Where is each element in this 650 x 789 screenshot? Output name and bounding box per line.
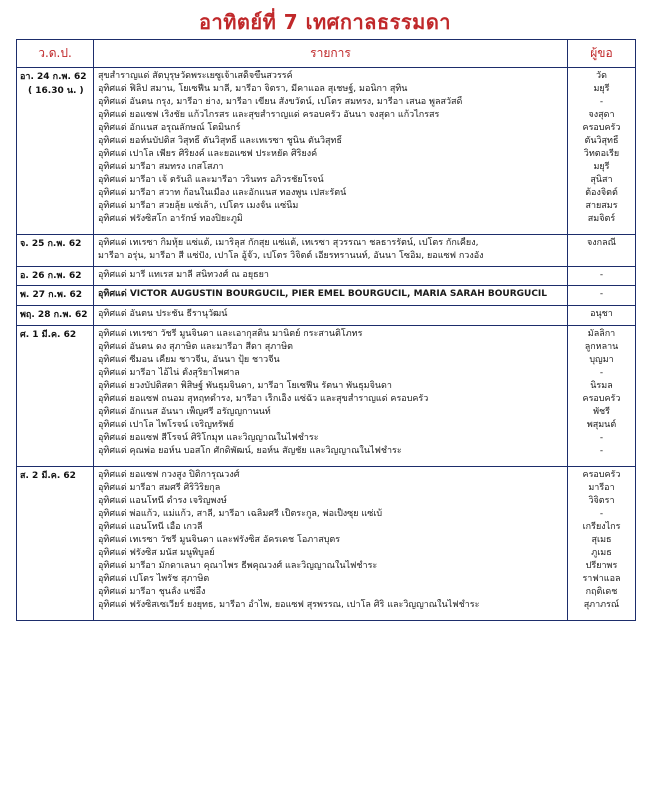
requester-cell xyxy=(568,286,636,306)
item-line: อุทิศแด่ มารีอา สวาท ก้อนในเมือง และอักแนส ทองพูน เปสะรัตน์ xyxy=(98,188,347,198)
item-line: อุทิศแด่ มารีอา สมศรี ศิริวิริยกุล xyxy=(98,483,221,493)
requester-line: สายสมร xyxy=(585,201,618,211)
requester-line: ราฟาแอล xyxy=(582,574,621,584)
item-line: อุทิศแด่ ยอแซฟ เริงชัย แก้วไกรสร และสุขสำราญแด่ ครอบครัว อันนา จงสุดา แก้วไกรสร xyxy=(98,110,440,120)
date-label: อ. 26 ก.พ. 62 xyxy=(20,271,82,281)
requester-cell xyxy=(568,68,636,235)
requester-line: วัด xyxy=(596,71,607,81)
date-cell xyxy=(17,286,94,306)
item-line: อุทิศแด่ เทเรซา วัชรี มูนจินดา และฟรังซิส อัครเดช โอภาสบุตร xyxy=(98,535,341,545)
schedule-body xyxy=(17,68,636,621)
header-requester: ผู้ขอ xyxy=(568,40,636,68)
requester-cell xyxy=(568,235,636,267)
requester-line: กฤติเดช xyxy=(585,587,618,597)
requester-line: ครอบครัว xyxy=(582,394,621,404)
requester-line: เกรียงไกร xyxy=(582,522,621,532)
requester-line: มยุรี xyxy=(593,84,610,94)
item-line: อุทิศแด่ มารีอา เจ้ ตรันถิ และมารีอา วรินทร อภิวรชัยโรจน์ xyxy=(98,175,324,185)
items-cell xyxy=(94,68,568,235)
item-line: อุทิศแด่ อักแนส อันนา เพ็ญศรี อรัญญกานนท์ xyxy=(98,407,271,417)
header-items: รายการ xyxy=(94,40,568,68)
requester-line: ลูกหลาน xyxy=(584,342,619,352)
requester-line: สุเมธ xyxy=(591,535,612,545)
item-line: สุขสำราญแด่ สัตบุรุษวัดพระเยซูเจ้าเสด็จขึ้นสวรรค์ xyxy=(98,71,293,81)
date-label: ศ. 1 มี.ค. 62 xyxy=(20,330,77,340)
requester-line: มัลลิกา xyxy=(587,329,616,339)
requester-line: - xyxy=(599,446,604,456)
requester-line: ต้องจิตต์ xyxy=(585,188,618,198)
date-cell xyxy=(17,68,94,235)
date-label: อา. 24 ก.พ. 62 xyxy=(20,72,87,82)
item-line: อุทิศแด่ อันตน ดง สุภาษิต และมารีอา สีดา สุภาษิต xyxy=(98,342,293,352)
requester-line: ตันวิสุทธิ์ xyxy=(584,136,619,146)
item-line: อุทิศแด่ เปาโล ไพโรจน์ เจริญทรัพย์ xyxy=(98,420,234,430)
requester-line xyxy=(570,250,633,263)
table-row xyxy=(17,267,636,286)
item-line: อุทิศแด่ ยอแซฟ ถนอม สุหฤทตำรง, มารีอา เร็กเอ็ง แซ่ฉั่ว และสุขสำราญแด่ ครอบครัว xyxy=(98,394,429,404)
requester-line: พัชรี xyxy=(593,407,610,417)
item-line: อุทิศแด่ พ่อแก้ว, แม่แก้ว, สาลี, มารีอา เฉลิมศรี เป็ตระกูล, พ่อเป็งซุย แซ่เบ้ xyxy=(98,509,383,519)
item-line: อุทิศแด่ เปาโล เพียร ศิริยงค์ และยอแซฟ ประหยัด ศิริยงค์ xyxy=(98,149,318,159)
requester-line: ปรียาพร xyxy=(585,561,618,571)
item-line: อุทิศแด่ ฟรังซิสเซเวียร์ ยงยุทธ, มารีอา อำไพ, ยอแซฟ สุรพรรณ, เปาโล ศิริ และวิญญาณในไฟชำระ xyxy=(98,600,480,610)
item-line: อุทิศแด่ ยวงบัปติสตา พิสิษฐ์ พันธุมจินดา, มารีอา โยเซฟีน รัตนา พันธุมจินดา xyxy=(98,381,392,391)
item-line: อุทิศแด่ อันตน กรุง, มารีอา ย่าง, มารีอา เขียน สังขวัตน์, เปโตร สมทรง, มารีอา เสนอ พูลสวัสดิ์ xyxy=(98,97,463,107)
item-line: อุทิศแด่ เปโตร ไพรัช สุภาษิต xyxy=(98,574,210,584)
date-cell xyxy=(17,235,94,267)
requester-line: ครอบครัว xyxy=(582,123,621,133)
requester-cell xyxy=(568,267,636,286)
item-line: อุทิศแด่ มารีอา ชุนลั้ง แซ่อึ้ง xyxy=(98,587,206,597)
requester-line: อนุชา xyxy=(590,309,613,319)
requester-line: มยุรี xyxy=(593,162,610,172)
item-line: อุทิศแด่ มารีอา สวยลุ้ย แซ่เล้า, เปโตร เมงจั้น แซ่นิ้ม xyxy=(98,201,299,211)
item-line: อุทิศแด่ ฟรังซิส มนัส มนูพิบูลย์ xyxy=(98,548,215,558)
requester-cell xyxy=(568,306,636,326)
date-label: ส. 2 มี.ค. 62 xyxy=(20,471,76,481)
date-cell xyxy=(17,467,94,621)
requester-line: - xyxy=(599,433,604,443)
item-line: อุทิศแด่ VICTOR AUGUSTIN BOURGUCIL, PIER EMEL BOURGUCIL, MARIA SARAH BOURGUCIL xyxy=(98,289,548,299)
item-line: อุทิศแด่ ซีมอน เคี้ยม ชาวจีน, อันนา ปุ้ย ชาวจีน xyxy=(98,355,280,365)
page-title: อาทิตย์ที่ 7 เทศกาลธรรมดา xyxy=(198,10,452,34)
date-cell xyxy=(17,326,94,467)
item-line: อุทิศแด่ ฟรังซิสโก อารักษ์ ทองปิยะภูมิ xyxy=(98,214,243,224)
table-header-row xyxy=(17,40,636,68)
items-cell xyxy=(94,467,568,621)
table-row xyxy=(17,68,636,235)
requester-line: สุภาภรณ์ xyxy=(583,600,620,610)
requester-line: จงกลณี xyxy=(587,238,616,248)
item-line: อุทิศแด่ เทเรซา วัชรี มูนจินดา และเอากุสติน มานิตย์ กระสานติโภทร xyxy=(98,329,363,339)
items-cell xyxy=(94,235,568,267)
item-line: อุทิศแด่ อักแนส อรุณลักษณ์ โตมินกร์ xyxy=(98,123,241,133)
items-cell xyxy=(94,267,568,286)
requester-line: นิรมล xyxy=(590,381,613,391)
requester-line: - xyxy=(599,289,604,299)
table-row xyxy=(17,467,636,621)
item-line: อุทิศแด่ เทเรซา กิมหุ้ย แซ่แต้, เมาริลุส กักสุย แซ่แต้, เทเรซา สุวรรณา ชลธารรัตน์, เปโตร กักเคี้ยง, xyxy=(98,238,479,248)
item-line: อุทิศแด่ ยอแซฟ กวงสูง ปิติการุณวงศ์ xyxy=(98,470,240,480)
item-line: อุทิศแด่ ยอห์นบัปติส วิสุทธิ์ ตันวิสุทธิ์ และเทเรซา ชูนิน ตันวิสุทธิ์ xyxy=(98,136,342,146)
requester-line: - xyxy=(599,97,604,107)
requester-cell xyxy=(568,326,636,467)
requester-line: ภูเมธ xyxy=(591,548,612,558)
requester-line: มารีอา xyxy=(588,483,615,493)
requester-line: วิจิตรา xyxy=(588,496,615,506)
date-cell xyxy=(17,306,94,326)
item-line: มารีอา อรุ่น, มารีอา สี แซ่ปัง, เปาโล อู้จั๊ว, เปโตร วิจิตต์ เอียรทรานนท์, อันนา โซอิม, ยอแซฟ กวงอัง xyxy=(98,251,484,261)
table-row xyxy=(17,326,636,467)
item-line: อุทิศแด่ คุณพ่อ ยอห์น บอสโก ศักดิพัฒน์, ยอห์น สัญชัย และวิญญาณในไฟชำระ xyxy=(98,446,402,456)
time-label: ( 16.30 น. ) xyxy=(28,86,84,96)
item-line: อุทิศแด่ แอนโทนี่ เอื้อ เกวลี xyxy=(98,522,203,532)
item-line: อุทิศแด่ ยอแซฟ สีโรจน์ ศิริโกมุท และวิญญาณในไฟชำระ xyxy=(98,433,319,443)
requester-line: สุนิสา xyxy=(590,175,613,185)
requester-line: บุญมา xyxy=(589,355,614,365)
items-cell xyxy=(94,306,568,326)
table-row xyxy=(17,235,636,267)
schedule-table xyxy=(16,39,636,621)
requester-line: ครอบครัว xyxy=(582,470,621,480)
requester-line: วิทตอเรีย xyxy=(583,149,620,159)
requester-line: - xyxy=(599,509,604,519)
item-line: อุทิศแด่ แอนโทนี่ ดำรง เจริญพงษ์ xyxy=(98,496,227,506)
item-line: อุทิศแด่ อันตน ประชัน ธีรานุวัฒน์ xyxy=(98,309,228,319)
date-label: พ. 27 ก.พ. 62 xyxy=(20,290,83,300)
item-line: อุทิศแด่ มารีอา มักดาเลนา คุณาไพร ธีพคุณวงศ์ และวิญญาณในไฟชำระ xyxy=(98,561,378,571)
date-label: จ. 25 ก.พ. 62 xyxy=(20,239,82,249)
requester-line: จงสุดา xyxy=(588,110,615,120)
items-cell xyxy=(94,286,568,306)
requester-line: สมจิตร์ xyxy=(587,214,616,224)
item-line: อุทิศแด่ มารี แทเรส มาลี สนิทวงศ์ ณ อยุธยา xyxy=(98,270,269,280)
requester-line: - xyxy=(599,270,604,280)
requester-cell xyxy=(568,467,636,621)
items-cell xyxy=(94,326,568,467)
requester-line: พสุมนต์ xyxy=(586,420,617,430)
date-label: พฤ. 28 ก.พ. 62 xyxy=(20,310,88,320)
item-line: อุทิศแด่ ฟิลิป สมาน, โยเซฟีน มาลี, มารีอา จิตรา, มีคาแอล สุเชษฐ์, มอนิกา สุทิน xyxy=(98,84,408,94)
item-line: อุทิศแด่ มารีอา สมทรง เกสโสภา xyxy=(98,162,224,172)
table-row xyxy=(17,306,636,326)
date-cell xyxy=(17,267,94,286)
item-line: อุทิศแด่ มารีอา ไอ้ไน่ ตั้งสุริยาไพศาล xyxy=(98,368,240,378)
header-date: ว.ด.ป. xyxy=(17,40,94,68)
table-row xyxy=(17,286,636,306)
requester-line: - xyxy=(599,368,604,378)
